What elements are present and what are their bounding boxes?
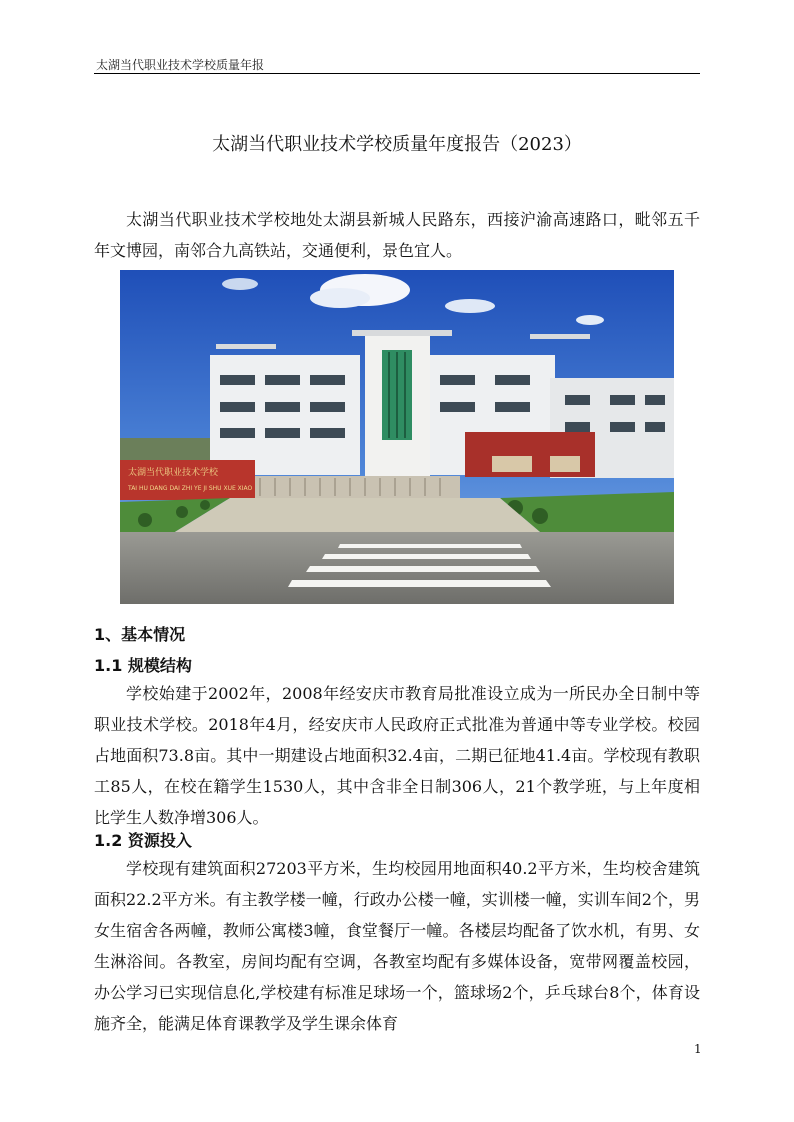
subsection-heading-scale: 1.1 规模结构	[94, 656, 192, 675]
running-header: 太湖当代职业技术学校质量年报	[96, 58, 265, 72]
intro-paragraph: 太湖当代职业技术学校地处太湖县新城人民路东，西接沪渝高速路口，毗邻五千年文博园，南邻合九高铁站，交通便利，景色宜人。	[94, 210, 700, 260]
scale-paragraph: 学校始建于2002年，2008年经安庆市教育局批准设立成为一所民办全日制中等职业技术学校。2018年4月，经安庆市人民政府正式批准为普通中等专业学校。校园占地面积73.8亩。其中一期建设占地面积32.4亩，二期已征地41.4亩。学校现有教职工85人，在校在籍学生1530人，其中含非全日制306人，21个教学班，与上年度相比学生人数净增306人。	[94, 684, 700, 827]
header-rule	[94, 73, 700, 74]
school-sign-text: 太湖当代职业技术学校	[128, 468, 219, 478]
document-title: 太湖当代职业技术学校质量年度报告（2023）	[212, 134, 582, 155]
subsection-heading-resources: 1.2 资源投入	[94, 831, 192, 850]
school-sign-pinyin: TAI HU DANG DAI ZHI YE JI SHU XUE XIAO	[128, 485, 253, 492]
page-number: 1	[694, 1042, 702, 1056]
campus-photo	[120, 270, 674, 604]
resources-paragraph: 学校现有建筑面积27203平方米，生均校园用地面积40.2平方米，生均校舍建筑面积22.2平方米。有主教学楼一幢，行政办公楼一幢，实训楼一幢，实训车间2个，男女生宿舍各两幢，教师公寓楼3幢，食堂餐厅一幢。各楼层均配备了饮水机，有男、女生淋浴间。各教室，房间均配有空调，各教室均配有多媒体设备，宽带网覆盖校园，办公学习已实现信息化,学校建有标准足球场一个，篮球场2个，乒乓球台8个，体育设施齐全，能满足体育课教学及学生课余体育	[94, 859, 700, 1033]
section-heading-basic-info: 1、基本情况	[94, 625, 186, 644]
